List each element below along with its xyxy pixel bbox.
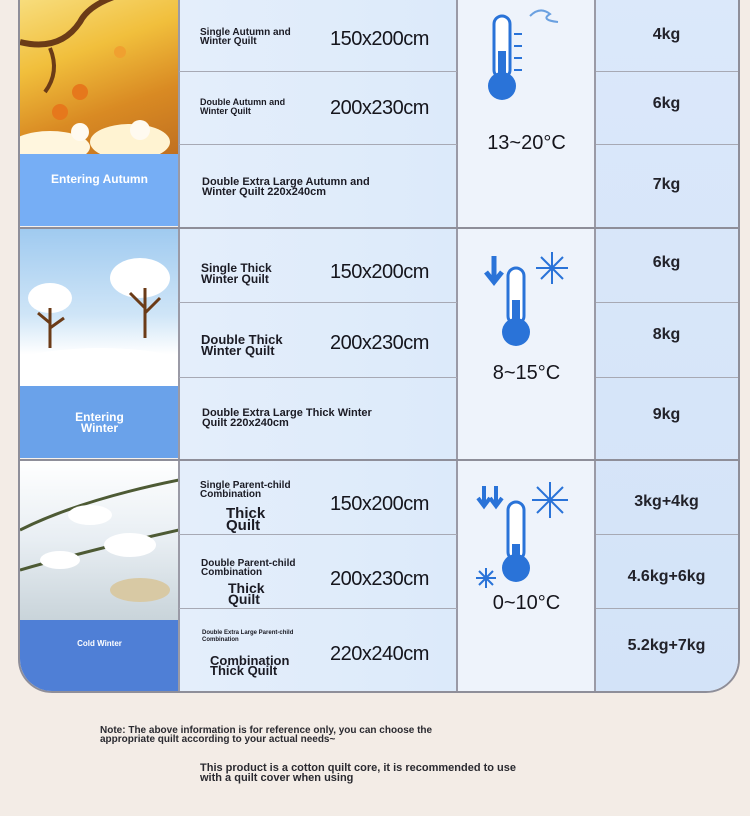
snowflake-small-icon xyxy=(476,568,496,588)
quilt-weight: 3kg+4kg xyxy=(634,493,699,510)
arrow-down-icon xyxy=(486,256,502,282)
quilt-size: 200x230cm xyxy=(330,568,429,590)
quilt-name-line2: Combination Thick Quilt xyxy=(210,653,290,678)
quilt-weight: 4kg xyxy=(652,26,681,43)
snowy-pine-illustration xyxy=(20,460,179,620)
quilt-name: Double Extra Large Autumn and Winter Quilt 220x240cm xyxy=(202,176,370,198)
divider-vertical xyxy=(456,0,458,691)
note-cotton-core: This product is a cotton quilt core, it is recommended to use with a quilt cover when using xyxy=(200,762,516,784)
winter-tree-illustration xyxy=(20,228,179,386)
section-divider xyxy=(20,227,738,229)
divider-vertical xyxy=(178,0,180,691)
snowflake-icon xyxy=(536,252,568,284)
note-reference: Note: The above information is for reference only, you can choose the appropriate quilt according to your actual needs~ xyxy=(100,725,433,745)
autumn-image xyxy=(20,0,179,154)
temperature-range: 13~20°C xyxy=(487,132,566,154)
autumn-tree-illustration xyxy=(20,0,179,154)
quilt-weight: 7kg xyxy=(652,176,681,193)
quilt-weight: 8kg xyxy=(652,326,681,343)
quilt-name: Double Thick Winter Quilt xyxy=(201,332,283,358)
quilt-name-line2: Thick Quilt xyxy=(226,505,266,534)
season-label-winter: Entering Winter xyxy=(75,410,124,435)
quilt-name: Double Parent-child Combination xyxy=(201,558,296,578)
cold-winter-label-bg xyxy=(20,620,179,691)
quilt-name: Single Autumn and Winter Quilt xyxy=(200,27,291,47)
autumn-label-bg xyxy=(20,154,179,226)
row-divider xyxy=(596,534,738,535)
quilt-name: Single Parent-child Combination xyxy=(200,480,291,500)
quilt-size: 200x230cm xyxy=(330,332,429,354)
quilt-size: 200x230cm xyxy=(330,97,429,119)
row-divider xyxy=(179,144,457,145)
quilt-size: 220x240cm xyxy=(330,643,429,665)
row-divider xyxy=(596,377,738,378)
quilt-size: 150x200cm xyxy=(330,261,429,283)
quilt-weight: 5.2kg+7kg xyxy=(627,637,706,654)
quilt-spec-table xyxy=(18,0,740,693)
quilt-weight: 9kg xyxy=(652,406,681,423)
double-arrow-down-icon xyxy=(478,486,502,506)
quilt-weight: 6kg xyxy=(652,95,681,112)
quilt-name: Single Thick Winter Quilt xyxy=(201,261,272,286)
row-divider xyxy=(596,302,738,303)
row-divider xyxy=(596,144,738,145)
row-divider xyxy=(179,534,457,535)
row-divider xyxy=(179,302,457,303)
row-divider xyxy=(179,71,457,72)
quilt-name: Double Autumn and Winter Quilt xyxy=(200,97,286,116)
quilt-size: 150x200cm xyxy=(330,493,429,515)
quilt-size: 150x200cm xyxy=(330,28,429,50)
thermometer-cold-icon xyxy=(470,482,570,592)
temperature-range: 0~10°C xyxy=(492,592,561,614)
temperature-range: 8~15°C xyxy=(492,362,561,384)
row-divider xyxy=(179,608,457,609)
row-divider xyxy=(596,71,738,72)
section-divider xyxy=(20,459,738,461)
quilt-weight: 4.6kg+6kg xyxy=(627,568,706,585)
season-label-autumn: Entering Autumn xyxy=(51,172,148,186)
row-divider xyxy=(179,377,457,378)
row-divider xyxy=(596,608,738,609)
thermometer-snow-icon xyxy=(472,250,572,350)
season-label-cold: Cold Winter xyxy=(77,639,122,648)
wind-icon xyxy=(530,10,558,22)
quilt-name: Double Extra Large Parent-child Combination xyxy=(202,630,294,643)
quilt-name: Double Extra Large Thick Winter Quilt 220x240cm xyxy=(202,407,372,429)
winter-image xyxy=(20,228,179,386)
quilt-name-line2: Thick Quilt xyxy=(228,580,265,607)
quilt-weight: 6kg xyxy=(652,254,681,271)
thermometer-icon xyxy=(480,6,570,106)
cold-winter-image xyxy=(20,460,179,620)
snowflake-icon xyxy=(532,482,568,518)
